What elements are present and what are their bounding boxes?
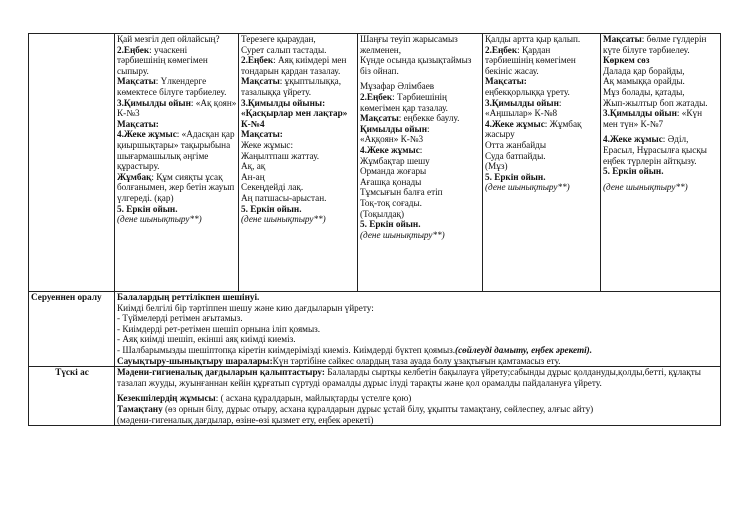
activity-line-label: 5. Еркін ойын. <box>117 203 178 214</box>
activity-line-text: Аң патшасы-арыстан. <box>241 192 327 203</box>
activity-line-text: Жып-жылтыр боп жатады. <box>603 97 708 108</box>
activity-line <box>360 166 481 177</box>
activity-line <box>360 187 481 198</box>
activity-line-label: Жұмбақ <box>117 171 152 182</box>
empty-label-cell <box>29 34 115 292</box>
activity-line <box>603 182 719 193</box>
activity-line-text: Секеңдейді лақ. <box>241 182 304 193</box>
activity-line <box>485 182 599 193</box>
activity-line-text: Күнде осында қызықтаймыз біз ойнап. <box>360 55 472 76</box>
return-intro: Киімді белгілі бір тәртіппен шешу және кию дағдыларын үйрету: <box>117 302 374 313</box>
activity-line-label: 5. Еркін ойын. <box>241 203 302 214</box>
activity-line-text: Ақ мамыққа орайды. <box>603 76 685 87</box>
activity-line <box>485 161 599 172</box>
activity-line <box>241 193 356 204</box>
hygiene-text: Балаларды сыртқы келбетін бақылауға үйрету;сабынды дұрыс қолдануды,қолды,бетті, құлақты тазалап жууды, жуынғаннан кейін құрғатып сүртуді орамалды дұрыс ілуді тарақты және қол орамалды пайдалануға үйрету. <box>117 367 701 388</box>
activity-line-text: Сурет салып тастады. <box>241 44 327 55</box>
eating-tag: (мәдени-гигеналық дағдылар, өзіне-өзі қызмет ету, еңбек әрекеті) <box>117 414 374 425</box>
activity-line-text: Ақ, ақ <box>241 161 266 172</box>
activity-line <box>603 55 719 66</box>
activity-line <box>117 214 237 225</box>
activity-line-text: : <box>558 97 562 108</box>
day-cell-5 <box>601 34 721 292</box>
activity-line <box>241 45 356 56</box>
activity-line <box>360 230 481 241</box>
duty-text: : ( асхана құралдарын, майлықтарды үстелге қою) <box>215 393 412 404</box>
activity-line <box>603 134 719 166</box>
activity-line <box>603 34 719 55</box>
activity-line-label: Мақсаты <box>117 76 156 87</box>
activity-line-label: 4.Жеке жұмыс <box>603 134 663 145</box>
row-label-lunch: Түскі ас <box>29 367 115 426</box>
activity-line-label: Мақсаты <box>241 76 280 87</box>
activity-line-label: 4.Жеке жұмыс <box>485 118 545 129</box>
activity-line <box>117 98 237 119</box>
activity-line-text: : «Ақ қоян» К-№3 <box>117 97 237 119</box>
activity-line-text: : Тәрбиешінің көмегімен қар тазалау. <box>360 91 448 113</box>
hygiene-paragraph <box>117 367 719 388</box>
return-content-cell <box>115 292 721 367</box>
activity-line-text: Жаңылтпаш жаттау. <box>241 150 320 161</box>
activity-line-text: Ағашқа қонады <box>360 176 422 187</box>
activity-line-text: Қай мезгіл деп ойлайсың? <box>117 34 220 44</box>
activity-line-label: 4.Жеке жұмыс <box>117 129 177 140</box>
health-text: Күн тәртібіне сәйкес олардың таза ауада болу ұзақтығын қамтамасыз ету. <box>272 355 561 366</box>
activity-line <box>360 198 481 209</box>
activity-line-text: : Қардан тәрбиешінің көмегімен бекініс жасау. <box>485 44 576 76</box>
eating-text: (өз орнын білу, дұрыс отыру, асхана құралдарын дұрыс ұстай білу, ұқыпты тамақтану, сөйлеспеу, алғыс айту) <box>162 403 594 414</box>
activity-line-label: 2.Еңбек <box>241 55 274 66</box>
activity-line <box>360 219 481 230</box>
return-heading: Балалардың реттілікпен шешінуі. <box>117 292 260 302</box>
activity-line-label: Мақсаты <box>603 34 642 44</box>
activity-line <box>360 156 481 167</box>
eating-label: Тамақтану <box>117 403 163 414</box>
activity-line-text: Қалды артта қыр қалып. <box>485 34 581 44</box>
hygiene-label: Мәдени-гигиеналық дағдыларын қалыптастыру: <box>117 367 325 378</box>
activity-line <box>117 45 237 77</box>
activity-line <box>603 87 719 98</box>
activity-line <box>241 172 356 183</box>
schedule-table <box>28 33 721 426</box>
activity-line-text: (Мұз) <box>485 161 508 172</box>
activity-line-label: 5. Еркін ойын. <box>360 219 421 230</box>
activity-line <box>603 66 719 77</box>
activity-line-label: 3.Қимылды ойыны: «Қасқырлар мен лақтар» К-№4 <box>241 97 348 129</box>
activity-line-label: 2.Еңбек <box>360 91 393 102</box>
activity-line <box>117 119 237 130</box>
activity-line <box>485 34 599 45</box>
activity-line <box>485 119 599 140</box>
activity-line-text: : ұқыптылыққа, тазалыққа үйрету. <box>241 76 342 97</box>
activity-line-label: 2.Еңбек <box>117 44 150 55</box>
activity-line-text: : «Күн мен түн» К-№7 <box>603 108 702 129</box>
duty-label: Кезекшілердің жұмысы <box>117 393 216 404</box>
table-row-lunch <box>29 367 721 426</box>
return-item: - Киімдерді рет-ретімен шешіп орнына іліп қоямыз. <box>117 323 321 334</box>
activity-line <box>241 98 356 130</box>
activity-line-text: : <box>427 123 430 134</box>
activity-line-text: Жұмбақтар шешу <box>360 155 430 166</box>
activity-line-text: Мұз болады, қатады, <box>603 86 685 97</box>
activity-line <box>241 204 356 215</box>
activity-line-label: Мақсаты <box>360 113 399 124</box>
activity-line <box>485 108 599 119</box>
activity-line <box>241 140 356 151</box>
health-label: Сауықтыру-шынықтыру шаралары: <box>117 355 273 366</box>
activity-line-text: Шаңғы теуіп жарысамыз желменен, <box>360 34 458 55</box>
activity-line-label: Мақсаты: <box>241 129 283 140</box>
activity-line <box>117 204 237 215</box>
duty-line <box>117 393 719 404</box>
activity-line <box>603 98 719 109</box>
activity-line <box>241 182 356 193</box>
activity-line <box>241 161 356 172</box>
activity-line <box>485 151 599 162</box>
day-cell-2 <box>239 34 358 292</box>
activity-line-label: 4.Жеке жұмыс <box>360 144 420 155</box>
return-item: - Аяқ киімді шешіп, екінші аяқ киімді киеміз. <box>117 334 296 345</box>
activity-line-label: 2.Еңбек <box>485 44 518 55</box>
activity-line-text: Терезеге қыраудан, <box>241 34 316 44</box>
activity-line <box>241 55 356 76</box>
return-item: - Түймелерді ретімен ағытамыз. <box>117 313 243 324</box>
return-item-last-b: топқа кіретін киімдерімізді киеміз. Киімдерді бүктеп қоямыз. <box>214 344 456 355</box>
activity-line-text: Орманда жоғары <box>360 166 427 177</box>
activity-line-text: : <box>419 144 423 155</box>
activity-line <box>360 209 481 220</box>
activity-line-label: 3.Қимылды ойын <box>117 97 191 108</box>
return-item-tag: (сөйлеуді дамыту, еңбек әрекеті). <box>455 344 593 355</box>
activity-line <box>485 140 599 151</box>
day-cell-1 <box>115 34 239 292</box>
activity-line-label: 5. Еркін ойын. <box>485 171 546 182</box>
activity-line <box>360 81 481 92</box>
activity-line-text: : Аяқ киімдері мен тондарын қардан тазалау. <box>241 55 347 76</box>
row-label-return: Серуеннен оралу <box>29 292 115 367</box>
activity-line <box>241 214 356 225</box>
activity-line <box>360 55 481 76</box>
activity-line-text: Суда батпайды. <box>485 150 546 161</box>
day-cell-4 <box>483 34 601 292</box>
activity-line-note: (дене шынықтыру**) <box>117 214 202 225</box>
activity-line-note: (дене шынықтыру**) <box>360 229 445 240</box>
activity-line <box>603 108 719 129</box>
activity-line-text: Мұзафар Әлімбаев <box>360 81 435 92</box>
activity-line-note: (дене шынықтыру**) <box>603 181 688 192</box>
activity-line-text: (Тоқылдақ) <box>360 208 405 219</box>
activity-line-text: Ан-аң <box>241 171 265 182</box>
activity-line <box>360 177 481 188</box>
return-item-last <box>117 345 719 356</box>
activity-line <box>485 45 599 77</box>
health-line <box>117 356 719 367</box>
activity-line-text: : Құм сияқты ұсақ болғанымен, жер бетін жауып үлгереді. (қар) <box>117 171 235 203</box>
return-item-last-a: - Шалбарымызды шешіп <box>117 344 215 355</box>
activity-line-text: Тоқ-тоқ соғады. <box>360 197 422 208</box>
activity-line <box>241 129 356 140</box>
activity-line-text: : учаскені тәрбиешінің көмегімен сыпыру. <box>117 44 208 76</box>
activity-line <box>485 172 599 183</box>
activity-line-text: : Үлкендерге көмектесе білуге тәрбиелеу. <box>117 76 227 97</box>
activity-line-text: Далада қар борайды, <box>603 65 685 76</box>
activity-line <box>360 113 481 124</box>
activity-line <box>117 34 237 45</box>
activity-line-text: : еңбекке баулу. <box>398 113 460 124</box>
activity-line <box>485 76 599 87</box>
activity-line-text: Отта жанбайды <box>485 139 547 150</box>
lunch-content-cell <box>115 367 721 426</box>
activity-line-text: : «Адасқан қар қиыршықтары» тақырыбына шығармашылық әңгіме құрастыру. <box>117 129 235 172</box>
activity-line <box>117 172 237 204</box>
activity-line <box>485 98 599 109</box>
activity-line-label: 5. Еркін ойын. <box>603 166 664 177</box>
activity-line <box>117 76 237 97</box>
table-row-return-from-walk <box>29 292 721 367</box>
activity-line-text: : Әділ, Ерасыл, Нұрасылға қысқы еңбек түрлерін айтқызу. <box>603 134 707 166</box>
activity-line-label: 3.Қимылды ойын <box>485 97 559 108</box>
activity-line <box>360 145 481 156</box>
activity-line-text: : бөлме гүлдерін күте білуге тәрбиелеу. <box>603 34 707 55</box>
eating-line <box>117 404 719 415</box>
activity-line-text: : Жұмбақ жасыру <box>485 118 582 140</box>
activity-line-text: «Аққоян» К-№3 <box>360 134 424 145</box>
activity-line <box>603 76 719 87</box>
activity-line-note: (дене шынықтыру**) <box>241 214 326 225</box>
activity-line <box>117 129 237 171</box>
activity-line-label: Мақсаты: <box>485 76 527 87</box>
activity-line-text: еңбекқорлыққа үрету. <box>485 86 570 97</box>
table-row-activities <box>29 34 721 292</box>
document-page <box>28 33 720 426</box>
activity-line-label: Мақсаты: <box>117 118 159 129</box>
activity-line-label: 3.Қимылды ойын <box>603 108 677 119</box>
activity-line <box>485 87 599 98</box>
activity-line <box>360 34 481 55</box>
activity-line-label: Қимылды ойын <box>360 123 428 134</box>
activity-line-text: «Аңшылар» К-№8 <box>485 108 558 119</box>
activity-line-label: Көркем сөз <box>603 55 650 66</box>
activity-line <box>360 124 481 135</box>
activity-line-text: Тұмсығын балға етіп <box>360 187 443 198</box>
activity-line <box>241 151 356 162</box>
activity-line <box>603 166 719 177</box>
activity-line <box>241 34 356 45</box>
day-cell-3 <box>358 34 483 292</box>
activity-line-text: Жеке жұмыс: <box>241 139 294 150</box>
activity-line <box>360 134 481 145</box>
activity-line-note: (дене шынықтыру**) <box>485 182 570 193</box>
activity-line <box>241 76 356 97</box>
activity-line <box>360 92 481 113</box>
